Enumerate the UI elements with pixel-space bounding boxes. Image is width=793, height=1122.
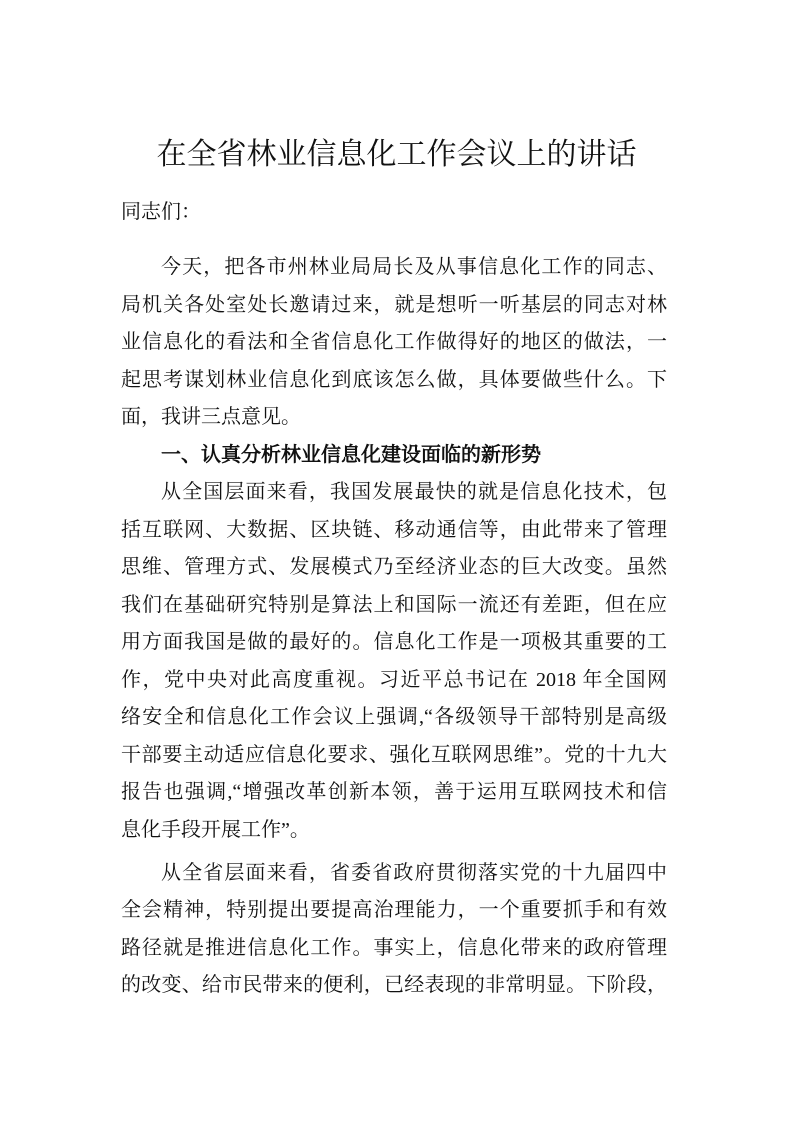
paragraph-line: 路径就是推进信息化工作。事实上，信息化带来的政府管理 bbox=[121, 936, 667, 959]
paragraph-line: 思维、管理方式、发展模式乃至经济业态的巨大改变。虽然 bbox=[121, 556, 667, 578]
paragraph-line: 作，党中央对此高度重视。习近平总书记在 2018 年全国网 bbox=[121, 668, 667, 691]
paragraph-line: 息化手段开展工作”。 bbox=[121, 818, 310, 841]
paragraph-line: 全会精神，特别提出要提高治理能力，一个重要抓手和有效 bbox=[121, 899, 667, 921]
salutation: 同志们： bbox=[121, 201, 201, 223]
paragraph-line: 局机关各处室处长邀请过来，就是想听一听基层的同志对林 bbox=[121, 293, 667, 316]
paragraph-line: 用方面我国是做的最好的。信息化工作是一项极其重要的工 bbox=[121, 631, 667, 653]
paragraph-line: 报告也强调,“增强改革创新本领，善于运用互联网技术和信 bbox=[121, 781, 667, 803]
paragraph-line: 络安全和信息化工作会议上强调,“各级领导干部特别是高级 bbox=[121, 706, 667, 728]
document-title: 在全省林业信息化工作会议上的讲话 bbox=[156, 138, 637, 171]
paragraph-line: 起思考谋划林业信息化到底该怎么做，具体要做些什么。下 bbox=[121, 368, 667, 391]
document-body bbox=[121, 194, 667, 1005]
paragraph-line: 业信息化的看法和全省信息化工作做得好的地区的做法，一 bbox=[121, 331, 667, 353]
paragraph-line: 从全国层面来看，我国发展最快的就是信息化技术，包 bbox=[161, 481, 667, 503]
section-heading: 一、认真分析林业信息化建设面临的新形势 bbox=[161, 443, 541, 466]
paragraph-line: 面，我讲三点意见。 bbox=[121, 406, 301, 428]
paragraph-line: 我们在基础研究特别是算法上和国际一流还有差距，但在应 bbox=[121, 593, 667, 616]
paragraph-line: 今天，把各市州林业局局长及从事信息化工作的同志、 bbox=[161, 256, 667, 278]
paragraph-line: 干部要主动适应信息化要求、强化互联网思维”。党的十九大 bbox=[121, 743, 667, 766]
paragraph-line: 从全省层面来看，省委省政府贯彻落实党的十九届四中 bbox=[161, 861, 667, 884]
paragraph-line: 括互联网、大数据、区块链、移动通信等，由此带来了管理 bbox=[121, 518, 667, 541]
paragraph-line: 的改变、给市民带来的便利，已经表现的非常明显。下阶段， bbox=[121, 974, 667, 996]
